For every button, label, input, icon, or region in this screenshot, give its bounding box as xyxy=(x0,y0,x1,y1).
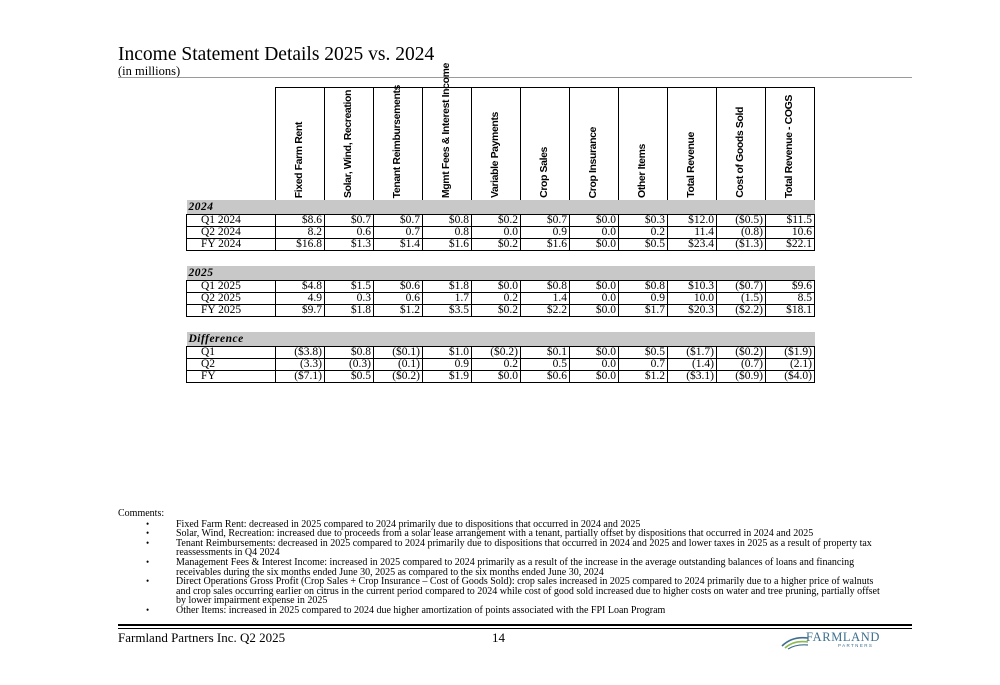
table-cell: $16.8 xyxy=(276,239,325,251)
column-header-label: Cost of Goods Sold xyxy=(734,107,746,198)
table-cell: 0.6 xyxy=(325,227,374,239)
logo-word: FARMLAND xyxy=(806,630,881,644)
table-cell: $0.0 xyxy=(472,281,521,293)
column-header-label: Total Revenue xyxy=(685,132,697,198)
table-cell: $2.2 xyxy=(521,305,570,317)
table-cell: $0.0 xyxy=(570,371,619,383)
comments-label: Comments: xyxy=(118,508,165,519)
table-cell: $1.4 xyxy=(374,239,423,251)
table-cell: $1.2 xyxy=(619,371,668,383)
table-cell: ($1.7) xyxy=(668,347,717,359)
table-cell: $0.7 xyxy=(521,215,570,227)
table-cell: $22.1 xyxy=(766,239,815,251)
table-cell: 0.9 xyxy=(521,227,570,239)
bullet-icon: • xyxy=(146,528,150,539)
column-header-label: Crop Sales xyxy=(538,147,550,198)
table-cell: 0.2 xyxy=(472,293,521,305)
comment-text: Tenant Reimbursements: decreased in 2025 compared to 2024 primarily due to dispositions that occurred in 2024 and 2025 and lower taxes in 2025 as a result of property tax reassessments in Q4 2024 xyxy=(176,537,872,559)
comment-text: Management Fees & Interest Income: increased in 2025 compared to 2024 primarily as a result of the increase in the average outstanding balances of loans and financing receivables during the six months ended June 30, 2025 as compared to the six months ended June 30, 2024 xyxy=(176,556,855,578)
table-cell: 0.3 xyxy=(325,293,374,305)
table-cell: ($0.7) xyxy=(717,281,766,293)
column-header xyxy=(325,88,374,201)
section-spacer xyxy=(187,251,815,267)
table-row xyxy=(187,305,815,317)
table-cell: $0.2 xyxy=(472,239,521,251)
table-cell: $9.7 xyxy=(276,305,325,317)
table-cell: 1.4 xyxy=(521,293,570,305)
logo-subword: PARTNERS xyxy=(838,643,874,648)
table-cell: 8.2 xyxy=(276,227,325,239)
column-header-label: Tenant Reimbursements xyxy=(391,84,403,198)
table-cell: $0.0 xyxy=(570,281,619,293)
table-row xyxy=(187,239,815,251)
table-cell: $0.3 xyxy=(619,215,668,227)
income-statement-table xyxy=(186,62,815,383)
table-cell: ($0.2) xyxy=(374,371,423,383)
table-cell: (3.3) xyxy=(276,359,325,371)
bullet-icon: • xyxy=(146,518,150,529)
table-cell: ($1.3) xyxy=(717,239,766,251)
table-cell: $1.3 xyxy=(325,239,374,251)
column-header xyxy=(374,84,423,201)
column-header-label: Variable Payments xyxy=(489,111,501,198)
table-cell: $10.3 xyxy=(668,281,717,293)
table-cell: $1.7 xyxy=(619,305,668,317)
page-subtitle: (in millions) xyxy=(118,64,181,78)
column-header xyxy=(766,88,815,201)
row-label: Q2 xyxy=(187,359,276,371)
table-cell: ($0.2) xyxy=(472,347,521,359)
column-header xyxy=(668,88,717,201)
table-cell: ($4.0) xyxy=(766,371,815,383)
table-cell: $23.4 xyxy=(668,239,717,251)
page-number: 14 xyxy=(492,630,505,645)
table-cell: $20.3 xyxy=(668,305,717,317)
table-cell: $0.8 xyxy=(619,281,668,293)
table-cell: $0.6 xyxy=(521,371,570,383)
comment-text: Fixed Farm Rent: decreased in 2025 compared to 2024 primarily due to dispositions that occurred in 2024 and 2025 xyxy=(176,518,641,530)
page-title: Income Statement Details 2025 vs. 2024 xyxy=(118,44,435,65)
table-cell: $0.8 xyxy=(521,281,570,293)
table-cell: $0.5 xyxy=(325,371,374,383)
section-spacer xyxy=(187,317,815,333)
table-cell: $0.0 xyxy=(570,347,619,359)
table-cell: $1.2 xyxy=(374,305,423,317)
table-cell: 0.0 xyxy=(472,227,521,239)
table-cell: 0.0 xyxy=(570,359,619,371)
row-label: FY 2025 xyxy=(187,305,276,317)
table-cell: $0.0 xyxy=(570,305,619,317)
column-header-label: Total Revenue - COGS xyxy=(783,94,795,198)
table-cell: 0.0 xyxy=(570,227,619,239)
column-header xyxy=(423,62,472,201)
table-row xyxy=(187,227,815,239)
column-header-label: Other Items xyxy=(636,144,648,198)
bullet-icon: • xyxy=(146,604,150,615)
table-cell: $1.0 xyxy=(423,347,472,359)
comment-item xyxy=(118,606,888,616)
table-cell: $0.0 xyxy=(472,371,521,383)
row-label: Q1 xyxy=(187,347,276,359)
table-cell: ($7.1) xyxy=(276,371,325,383)
table-cell: 4.9 xyxy=(276,293,325,305)
comment-item xyxy=(118,539,888,558)
table-cell: 0.2 xyxy=(472,359,521,371)
column-header xyxy=(570,88,619,201)
table-cell: $0.0 xyxy=(570,215,619,227)
row-label: Q2 2025 xyxy=(187,293,276,305)
table-cell: (0.1) xyxy=(374,359,423,371)
row-label: Q1 2025 xyxy=(187,281,276,293)
title-divider xyxy=(118,77,912,78)
table-cell: $0.1 xyxy=(521,347,570,359)
column-header xyxy=(472,88,521,201)
table-cell: $1.8 xyxy=(423,281,472,293)
table-cell: $1.9 xyxy=(423,371,472,383)
column-header-row xyxy=(187,88,815,201)
table-cell: 11.4 xyxy=(668,227,717,239)
table-cell: ($0.2) xyxy=(717,347,766,359)
table-cell: 0.5 xyxy=(521,359,570,371)
table-cell: ($3.1) xyxy=(668,371,717,383)
table-cell: (0.8) xyxy=(717,227,766,239)
table-cell: ($1.9) xyxy=(766,347,815,359)
table-cell: $3.5 xyxy=(423,305,472,317)
table-cell: $18.1 xyxy=(766,305,815,317)
section-header-row xyxy=(187,332,815,347)
table-row xyxy=(187,359,815,371)
column-header-label: Mgmt Fees & Interest Income xyxy=(440,62,452,198)
section-title: 2024 xyxy=(187,200,815,215)
farmland-logo xyxy=(780,630,904,650)
table-row xyxy=(187,293,815,305)
table-cell: 0.7 xyxy=(619,359,668,371)
table-row xyxy=(187,347,815,359)
table-cell: 1.7 xyxy=(423,293,472,305)
table-cell: 0.7 xyxy=(374,227,423,239)
column-header-label: Fixed Farm Rent xyxy=(293,121,305,198)
table-cell: ($0.9) xyxy=(717,371,766,383)
row-label: Q2 2024 xyxy=(187,227,276,239)
table-cell: (1.4) xyxy=(668,359,717,371)
table-cell: $8.6 xyxy=(276,215,325,227)
comment-text: Other Items: increased in 2025 compared to 2024 due higher amortization of points associated with the FPI Loan Program xyxy=(176,604,666,616)
table-cell: ($0.5) xyxy=(717,215,766,227)
section-title: Difference xyxy=(187,332,815,347)
table-cell: $1.6 xyxy=(423,239,472,251)
column-header xyxy=(619,88,668,201)
table-cell: $0.7 xyxy=(374,215,423,227)
table-cell: $0.2 xyxy=(472,305,521,317)
table-cell: $0.7 xyxy=(325,215,374,227)
table-cell: $0.8 xyxy=(423,215,472,227)
table-cell: $0.6 xyxy=(374,281,423,293)
bullet-icon: • xyxy=(146,556,150,567)
table-cell: $0.5 xyxy=(619,347,668,359)
table-cell: (0.3) xyxy=(325,359,374,371)
column-header-label: Crop Insurance xyxy=(587,126,599,198)
comment-text: Direct Operations Gross Profit (Crop Sales + Crop Insurance – Cost of Goods Sold): crop sales increased in 2025 compared to 2024 primarily due to a higher price of walnuts and crop sales occurring earlier on citrus in the current period compared to 2024 while cost of good sold increased due to higher costs on water and tree pruning, partially offset by lower impairment expense in 2025 xyxy=(176,576,880,607)
table-cell: $11.5 xyxy=(766,215,815,227)
header-blank-cell xyxy=(187,88,276,201)
table-cell: ($0.1) xyxy=(374,347,423,359)
table-cell: 8.5 xyxy=(766,293,815,305)
comments-section xyxy=(118,509,888,616)
section-title: 2025 xyxy=(187,266,815,281)
table-cell: 0.9 xyxy=(423,359,472,371)
table-cell: $0.8 xyxy=(325,347,374,359)
table-cell: (1.5) xyxy=(717,293,766,305)
table-cell: $9.6 xyxy=(766,281,815,293)
table-cell: 0.9 xyxy=(619,293,668,305)
table-cell: 10.0 xyxy=(668,293,717,305)
column-header xyxy=(276,88,325,201)
table-cell: 0.8 xyxy=(423,227,472,239)
table-cell: ($2.2) xyxy=(717,305,766,317)
row-label: Q1 2024 xyxy=(187,215,276,227)
table-cell: 10.6 xyxy=(766,227,815,239)
column-header-label: Solar, Wind, Recreation xyxy=(342,90,354,198)
table-cell: $0.0 xyxy=(570,239,619,251)
column-header xyxy=(521,88,570,201)
section-header-row xyxy=(187,266,815,281)
table-cell: $0.5 xyxy=(619,239,668,251)
table-cell: $1.8 xyxy=(325,305,374,317)
footer-divider-thin xyxy=(118,628,912,629)
table-cell: $4.8 xyxy=(276,281,325,293)
comments-list xyxy=(118,520,888,616)
table-cell: $1.6 xyxy=(521,239,570,251)
table-cell: (0.7) xyxy=(717,359,766,371)
comment-item xyxy=(118,558,888,577)
table-row xyxy=(187,281,815,293)
table-cell: ($3.8) xyxy=(276,347,325,359)
row-label: FY xyxy=(187,371,276,383)
comment-text: Solar, Wind, Recreation: increased due to proceeds from a solar lease arrangement with a tenant, partially offset by dispositions that occurred in 2024 and 2025 xyxy=(176,528,814,540)
footer-company: Farmland Partners Inc. Q2 2025 xyxy=(118,630,286,645)
table-cell: $1.5 xyxy=(325,281,374,293)
column-header xyxy=(717,88,766,201)
table-cell: $0.2 xyxy=(472,215,521,227)
table-cell: 0.0 xyxy=(570,293,619,305)
table-row xyxy=(187,215,815,227)
comment-item xyxy=(118,577,888,606)
row-label: FY 2024 xyxy=(187,239,276,251)
footer-divider-thick xyxy=(118,624,912,626)
bullet-icon: • xyxy=(146,576,150,587)
section-header-row xyxy=(187,200,815,215)
table-row xyxy=(187,371,815,383)
table-cell: (2.1) xyxy=(766,359,815,371)
table-cell: $12.0 xyxy=(668,215,717,227)
table-cell: 0.2 xyxy=(619,227,668,239)
table-cell: 0.6 xyxy=(374,293,423,305)
bullet-icon: • xyxy=(146,537,150,548)
